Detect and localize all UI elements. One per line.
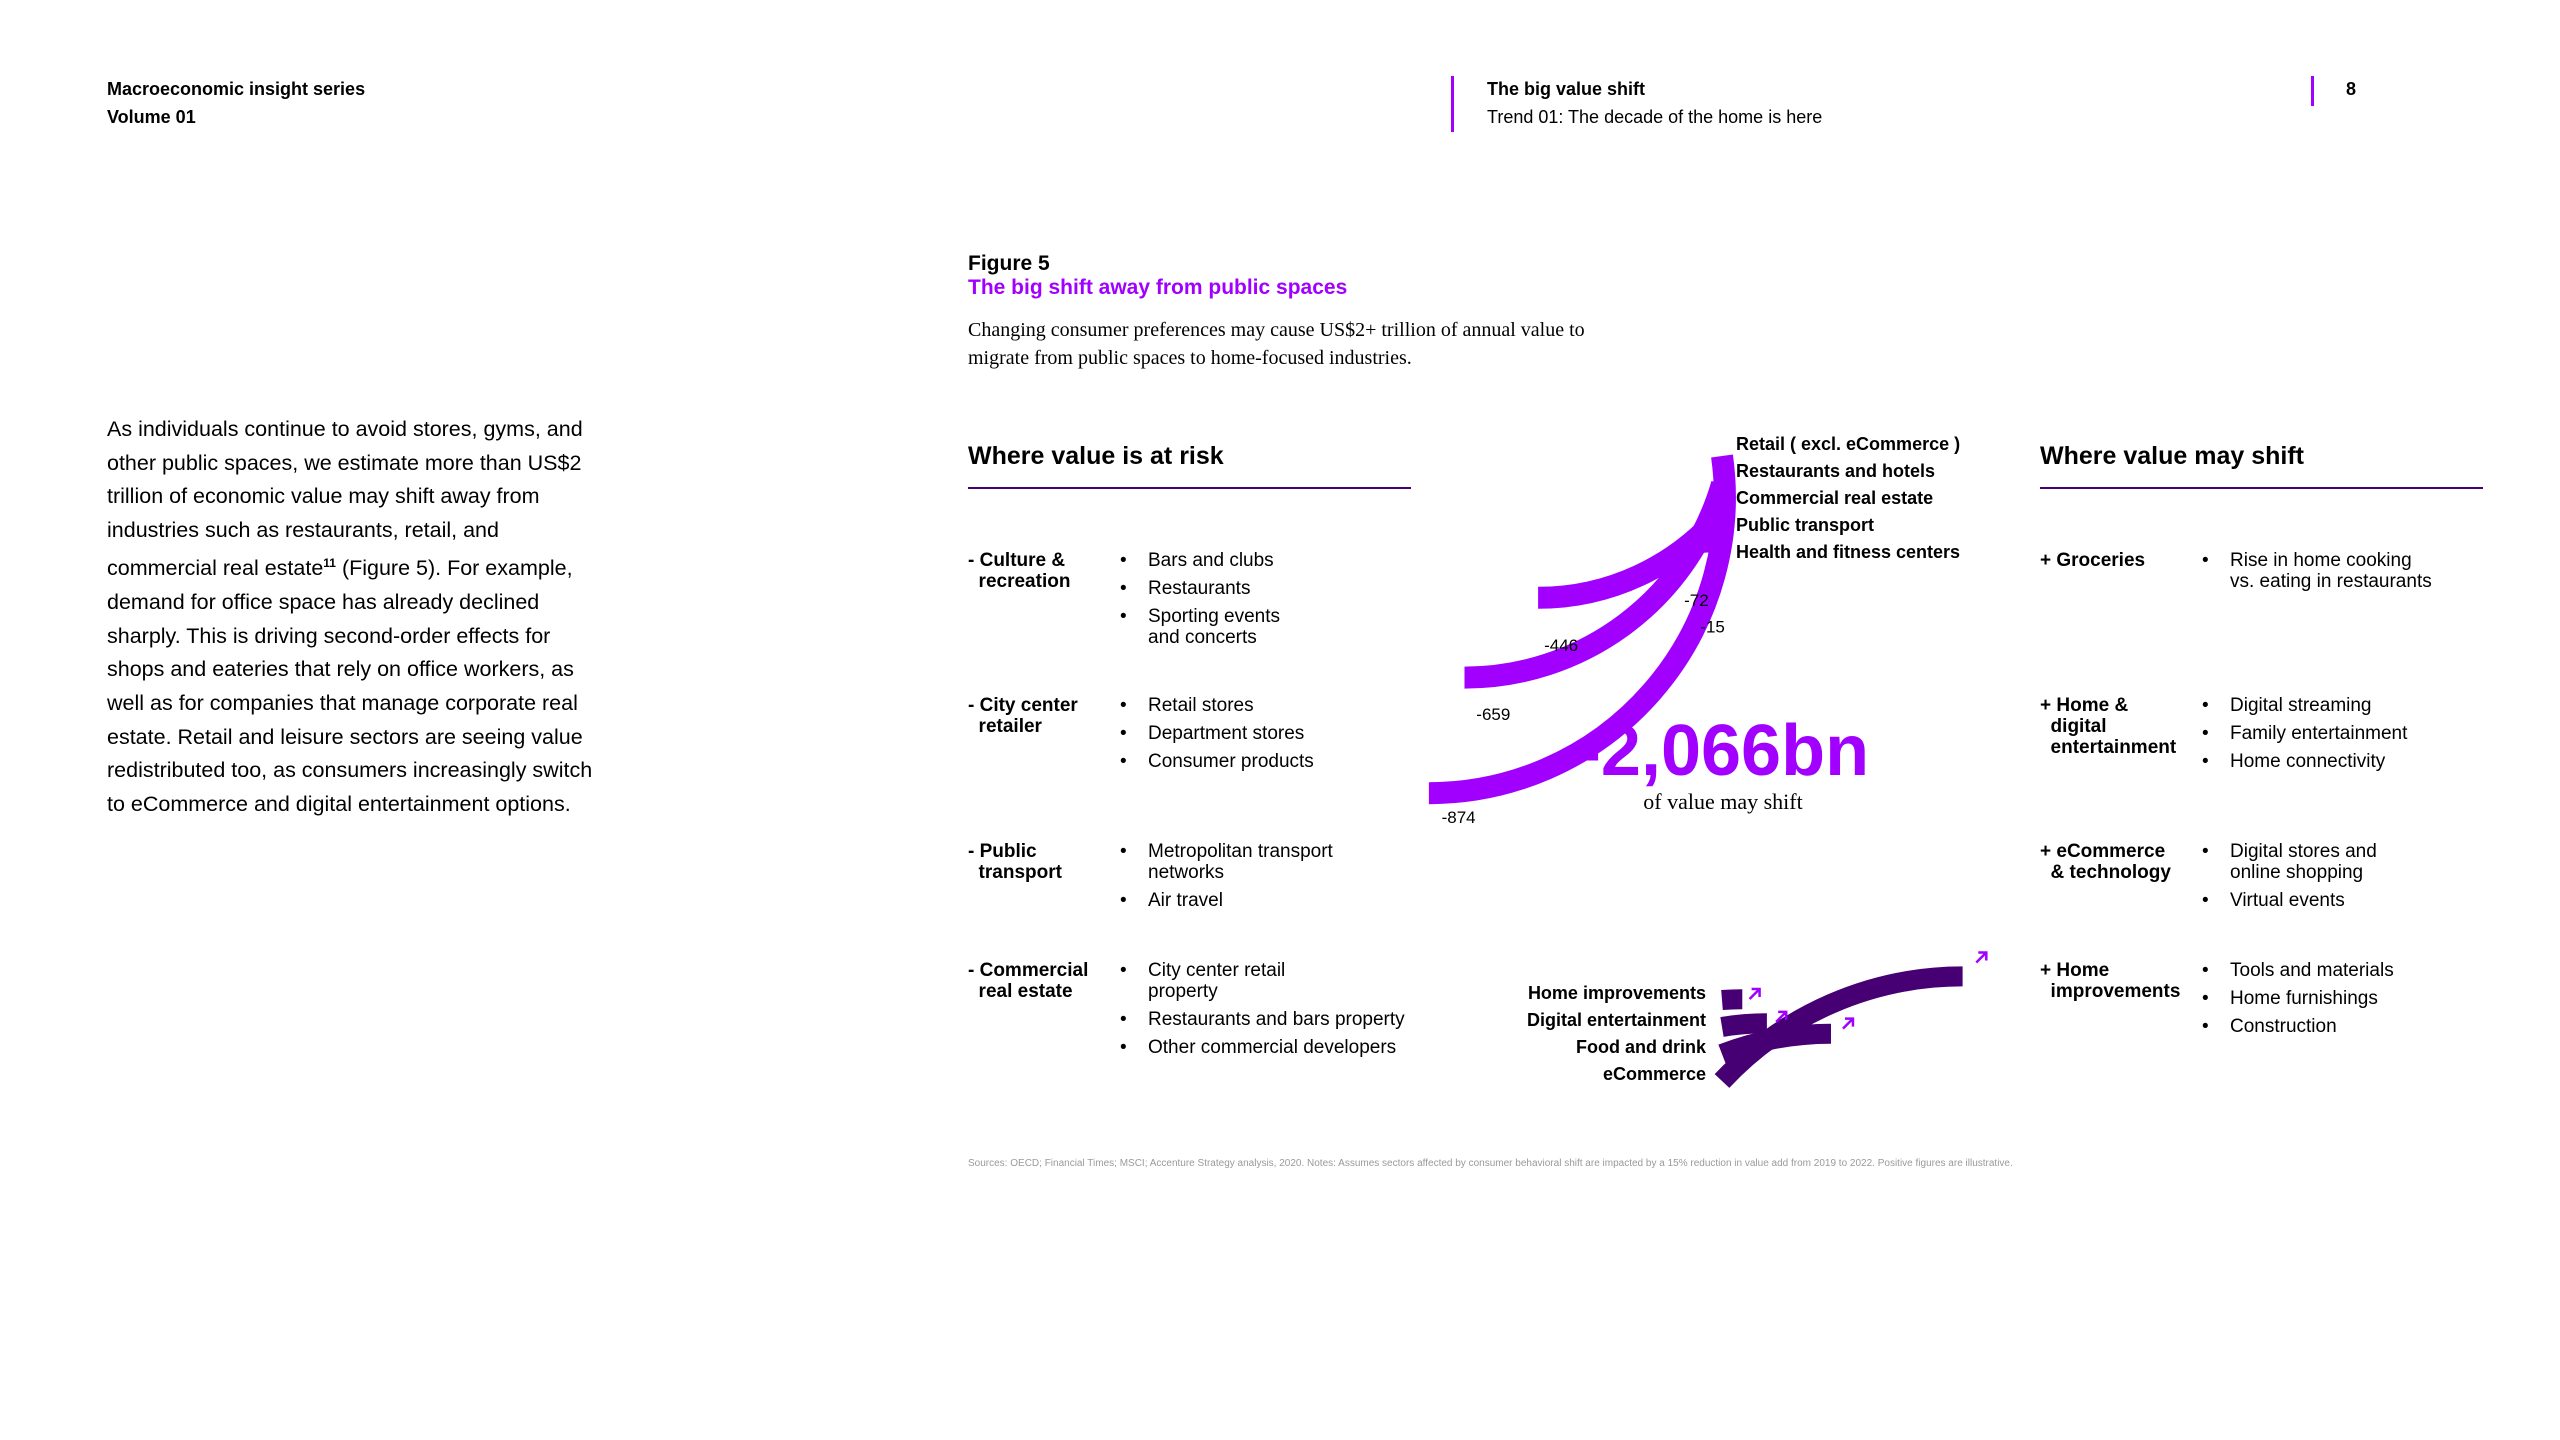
- list-item: • Department stores: [1120, 723, 1314, 744]
- list-item: • Construction: [2202, 1016, 2394, 1037]
- intro-text-continued: (Figure 5). For example, demand for office space has already declined sharply. This is driving second-order effects for shops and eateries that rely on office workers, as well as for companies that manage corporate real estate. Retail and leisure sectors are seeing value redistributed too, as consumers increasingly switch to eCommerce and digital entertainment options.: [107, 556, 593, 816]
- arrow-up-right-icon: [1843, 1019, 1853, 1029]
- doc-title: The big value shift: [1487, 79, 1646, 99]
- figure-number: Figure 5: [968, 252, 1050, 275]
- arc-home-improvements: [1722, 999, 1742, 1000]
- risk-category: - City center retailer: [968, 695, 1078, 737]
- footnote-ref: 11: [323, 556, 336, 571]
- legend-label-ecommerce: eCommerce: [1602, 1064, 1706, 1084]
- shift-heading: Where value may shift: [2040, 442, 2304, 470]
- risk-heading: Where value is at risk: [968, 442, 1224, 470]
- total-value: -2,066bn: [1576, 711, 1870, 791]
- list-item: • Family entertainment: [2202, 723, 2407, 744]
- list-item: • Digital streaming: [2202, 695, 2407, 716]
- list-item: • Other commercial developers: [1120, 1037, 1405, 1058]
- legend-label-health-and-fitness-centers: Health and fitness centers: [1736, 542, 1961, 562]
- value-label: -72: [1684, 590, 1709, 610]
- list-item: • Digital stores and online shopping: [2202, 841, 2377, 883]
- list-item: • Rise in home cooking vs. eating in restaurants: [2202, 550, 2432, 592]
- total-caption: of value may shift: [1643, 789, 1803, 814]
- risk-category: - Public transport: [968, 841, 1062, 883]
- list-item: • Home connectivity: [2202, 751, 2407, 772]
- shift-category: + Home improvements: [2040, 960, 2181, 1002]
- legend-label-restaurants-and-hotels: Restaurants and hotels: [1736, 461, 1936, 481]
- intro-text: As individuals continue to avoid stores, gyms, and other public spaces, we estimate more than US$2 trillion of economic value may shift away from industries such as restaurants, retail, and commercial real estate: [107, 417, 583, 581]
- list-item: • Metropolitan transport networks: [1120, 841, 1333, 883]
- source-note: Sources: OECD; Financial Times; MSCI; Accenture Strategy analysis, 2020. Notes: Assumes sectors affected by consumer behavioral shift are impacted by a 15% reduction in value add from 2019 to 2022. Positive figures are illustrative.: [968, 1158, 2013, 1169]
- arc-public-transport: [1692, 540, 1722, 542]
- value-label: -446: [1544, 636, 1579, 655]
- legend-label-home-improvements: Home improvements: [1527, 983, 1706, 1003]
- list-item: • Restaurants and bars property: [1120, 1009, 1405, 1030]
- risk-category: - Commercial real estate: [968, 960, 1089, 1002]
- shift-category: + eCommerce & technology: [2040, 841, 2171, 883]
- value-label: -15: [1700, 617, 1725, 637]
- legend-label-retail-excl-ecommerce: Retail ( excl. eCommerce ): [1736, 434, 1961, 454]
- list-item: • Home furnishings: [2202, 988, 2394, 1009]
- list-item: • Retail stores: [1120, 695, 1314, 716]
- arc-digital-entertainment: [1722, 1023, 1767, 1027]
- list-item: • Bars and clubs: [1120, 550, 1280, 571]
- volume-label: Volume 01: [107, 107, 196, 127]
- list-item: • Tools and materials: [2202, 960, 2394, 981]
- shift-category: + Groceries: [2040, 550, 2146, 571]
- page-number: 8: [2346, 79, 2357, 99]
- risk-category: - Culture & recreation: [968, 550, 1071, 592]
- shift-category: + Home & digital entertainment: [2040, 695, 2177, 758]
- arrow-up-right-icon: [1750, 989, 1760, 999]
- list-item: • Sporting events and concerts: [1120, 606, 1280, 648]
- legend-label-public-transport: Public transport: [1736, 515, 1875, 535]
- legend-label-commercial-real-estate: Commercial real estate: [1736, 488, 1934, 508]
- list-item: • Virtual events: [2202, 890, 2377, 911]
- list-item: • Consumer products: [1120, 751, 1314, 772]
- list-item: • City center retail property: [1120, 960, 1405, 1002]
- legend-label-digital-entertainment: Digital entertainment: [1526, 1010, 1706, 1030]
- value-label: -659: [1476, 705, 1511, 724]
- figure-description: Changing consumer preferences may cause US$2+ trillion of annual value to migrate from public spaces to home-focused industries.: [968, 319, 1585, 369]
- value-label: -874: [1441, 808, 1476, 827]
- figure-title: The big shift away from public spaces: [968, 276, 1348, 299]
- legend-label-food-and-drink: Food and drink: [1576, 1037, 1706, 1057]
- series-title: Macroeconomic insight series: [107, 79, 366, 99]
- trend-subtitle: Trend 01: The decade of the home is here: [1487, 107, 1823, 127]
- arrow-up-right-icon: [1976, 952, 1986, 962]
- list-item: • Restaurants: [1120, 578, 1280, 599]
- list-item: • Air travel: [1120, 890, 1333, 911]
